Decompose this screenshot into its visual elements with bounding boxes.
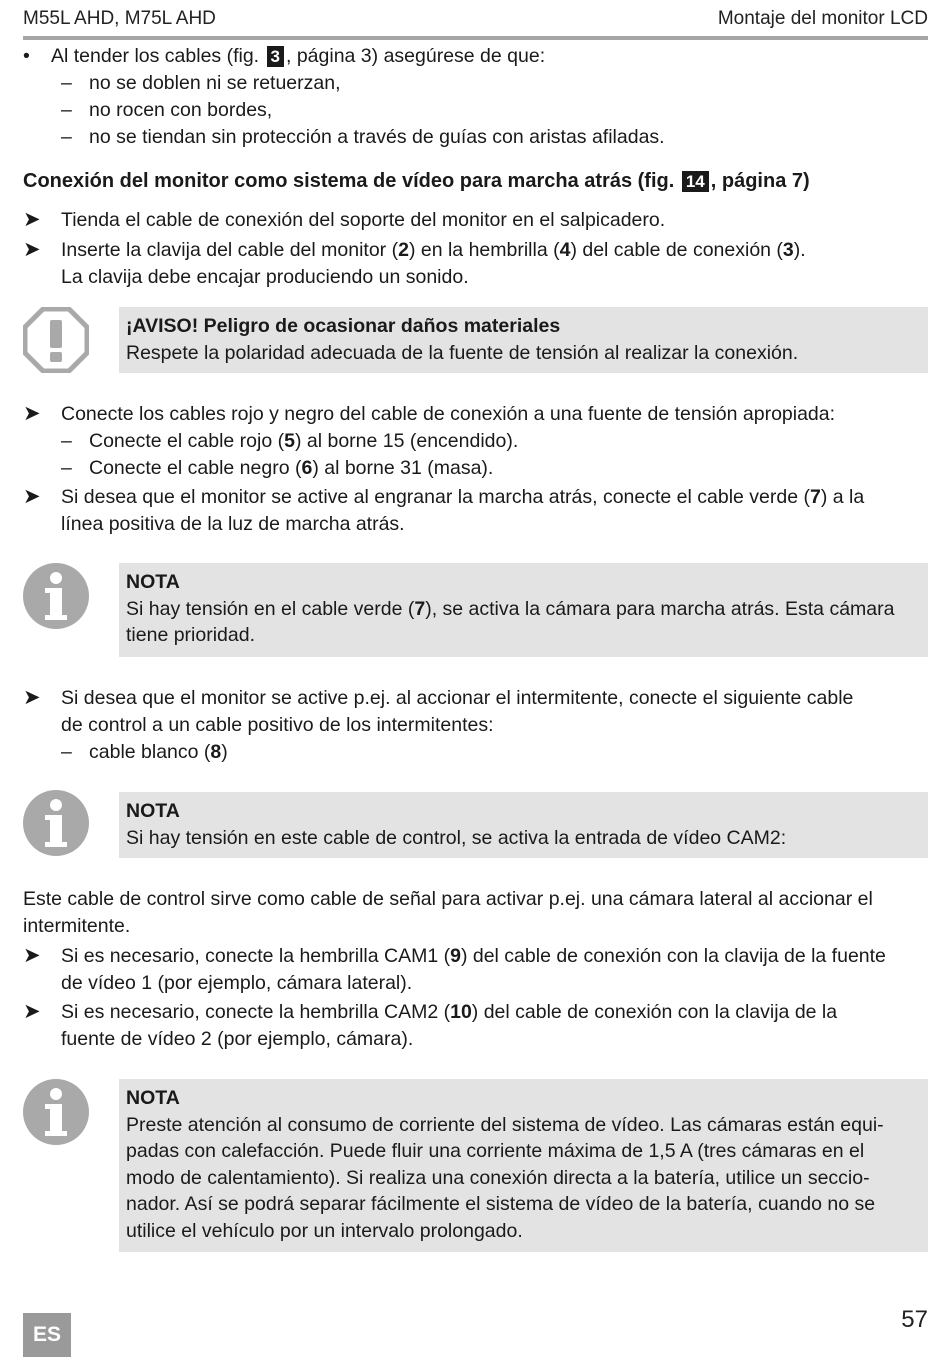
- page-header: [23, 8, 928, 34]
- text-run: ), se activa la cámara para marcha atrás. Esta cámara: [425, 597, 895, 620]
- arrow-icon: ➤: [23, 402, 41, 425]
- step-text-continued: de control a un cable positivo de los intermitentes:: [61, 714, 494, 736]
- info-icon: [23, 1079, 89, 1145]
- arrow-icon: ➤: [23, 1000, 41, 1023]
- info-icon: [23, 563, 89, 629]
- figure-ref-badge: 14: [682, 171, 709, 192]
- text-run: Inserte la clavija del cable del monitor (: [61, 239, 399, 261]
- note-line: padas con calefacción. Puede fluir una corriente máxima de 1,5 A (tres cámaras en el: [126, 1140, 865, 1162]
- ref-number: 2: [398, 239, 409, 261]
- page-number: 57: [901, 1306, 928, 1333]
- step-text: [61, 943, 928, 970]
- arrow-icon: ➤: [23, 238, 41, 261]
- sub-item: [89, 739, 228, 766]
- note-box: [119, 1079, 928, 1252]
- language-badge: ES: [23, 1313, 71, 1357]
- ref-number: 4: [559, 239, 571, 261]
- intro-item: no rocen con bordes,: [89, 99, 273, 121]
- sub-item: [89, 455, 493, 482]
- section-heading: [23, 170, 810, 193]
- dash-marker: –: [61, 99, 72, 121]
- dash-marker: –: [61, 741, 72, 763]
- steps-group-1: [23, 207, 928, 292]
- text-run: ) en la hembrilla (: [408, 239, 560, 261]
- ref-number: 3: [782, 239, 794, 261]
- sub-item: [89, 428, 518, 455]
- note-line: nador. Así se podrá separar fácilmente el sistema de vídeo de la batería, cuando no se: [126, 1193, 876, 1215]
- info-icon: [23, 790, 89, 856]
- note-title: NOTA: [126, 800, 180, 822]
- step-text: [61, 999, 928, 1026]
- note-line: tiene prioridad.: [126, 624, 255, 646]
- arrow-icon: ➤: [23, 485, 41, 508]
- header-model: M55L AHD, M75L AHD: [23, 8, 216, 29]
- bullet-dot: •: [23, 45, 30, 67]
- note-line: modo de calentamiento). Si realiza una conexión directa a la batería, utilice un seccio-: [126, 1166, 870, 1189]
- text-run: Conecte el cable negro (: [89, 457, 302, 479]
- intro-text-pre: Al tender los cables (fig.: [51, 45, 260, 67]
- note-box: [119, 563, 928, 657]
- intro-line: [51, 43, 545, 70]
- text-run: Conecte el cable rojo (: [89, 430, 285, 452]
- header-rule: [23, 36, 928, 40]
- text-run: cable blanco (: [89, 741, 211, 763]
- intro-list: [23, 43, 928, 153]
- note-line: utilice el vehículo por un intervalo prolongado.: [126, 1219, 523, 1242]
- header-section-title: Montaje del monitor LCD: [717, 8, 928, 29]
- ref-number: 8: [210, 741, 222, 763]
- text-run: ) a la: [820, 486, 865, 508]
- step-text: [61, 484, 928, 511]
- text-run: ).: [793, 239, 806, 261]
- warning-title: ¡AVISO! Peligro de ocasionar daños materiales: [126, 315, 561, 337]
- text-run: Si desea que el monitor se active al engranar la marcha atrás, conecte el cable verde (: [61, 486, 810, 508]
- arrow-icon: ➤: [23, 944, 41, 967]
- text-run: Si es necesario, conecte la hembrilla CAM1 (: [61, 945, 451, 967]
- text-run: ) al borne 31 (masa).: [312, 457, 494, 479]
- step-text: [61, 237, 928, 264]
- steps-group-4: [23, 943, 928, 1055]
- note-line: [126, 596, 921, 623]
- intro-text-post: , página 3) asegúrese de que:: [286, 45, 546, 67]
- heading-text-post: , página 7): [710, 170, 810, 192]
- dash-marker: –: [61, 430, 72, 452]
- text-run: ) del cable de conexión con la clavija de la: [471, 1001, 838, 1023]
- body-paragraph: [23, 886, 928, 939]
- step-text: Tienda el cable de conexión del soporte del monitor en el salpicadero.: [61, 209, 666, 231]
- paragraph-line: intermitente.: [23, 914, 131, 937]
- note-box: [119, 792, 928, 858]
- dash-marker: –: [61, 126, 72, 148]
- ref-number: 7: [810, 486, 821, 508]
- text-run: ): [221, 741, 228, 763]
- arrow-icon: ➤: [23, 686, 41, 709]
- intro-item: no se doblen ni se retuerzan,: [89, 72, 341, 94]
- steps-group-3: [23, 685, 928, 770]
- text-run: ) del cable de conexión con la clavija de la fuente: [460, 945, 886, 967]
- note-title: NOTA: [126, 1087, 180, 1109]
- ref-number: 7: [414, 597, 426, 620]
- note-title: NOTA: [126, 571, 180, 593]
- text-run: Si es necesario, conecte la hembrilla CAM2 (: [61, 1001, 451, 1023]
- note-line: Preste atención al consumo de corriente del sistema de vídeo. Las cámaras están equi-: [126, 1113, 884, 1136]
- dash-marker: –: [61, 457, 72, 479]
- dash-marker: –: [61, 72, 72, 94]
- warning-box: [119, 307, 928, 373]
- note-line: Si hay tensión en este cable de control, se activa la entrada de vídeo CAM2:: [126, 826, 787, 849]
- warning-text: Respete la polaridad adecuada de la fuente de tensión al realizar la conexión.: [126, 341, 799, 364]
- step-text: Conecte los cables rojo y negro del cable de conexión a una fuente de tensión apropiada:: [61, 403, 836, 425]
- ref-number: 10: [450, 1001, 472, 1023]
- ref-number: 9: [450, 945, 461, 967]
- ref-number: 5: [284, 430, 295, 452]
- paragraph-line: Este cable de control sirve como cable de señal para activar p.ej. una cámara lateral al accionar el: [23, 888, 873, 910]
- warning-octagon-icon: [23, 307, 89, 373]
- step-text-continued: fuente de vídeo 2 (por ejemplo, cámara).: [61, 1028, 414, 1050]
- text-run: ) al borne 15 (encendido).: [294, 430, 519, 452]
- heading-text-pre: Conexión del monitor como sistema de vídeo para marcha atrás (fig.: [23, 170, 675, 192]
- step-text-continued: La clavija debe encajar produciendo un sonido.: [61, 266, 469, 288]
- step-text-continued: de vídeo 1 (por ejemplo, cámara lateral).: [61, 972, 413, 994]
- steps-group-2: [23, 401, 928, 541]
- step-text: Si desea que el monitor se active p.ej. al accionar el intermitente, conecte el siguiente cable: [61, 687, 854, 709]
- figure-ref-badge: 3: [267, 46, 284, 67]
- text-run: ) del cable de conexión (: [570, 239, 783, 261]
- intro-item: no se tiendan sin protección a través de guías con aristas afiladas.: [89, 126, 665, 148]
- ref-number: 6: [301, 457, 313, 479]
- text-run: Si hay tensión en el cable verde (: [126, 597, 415, 620]
- step-text-continued: línea positiva de la luz de marcha atrás.: [61, 513, 405, 535]
- arrow-icon: ➤: [23, 208, 41, 231]
